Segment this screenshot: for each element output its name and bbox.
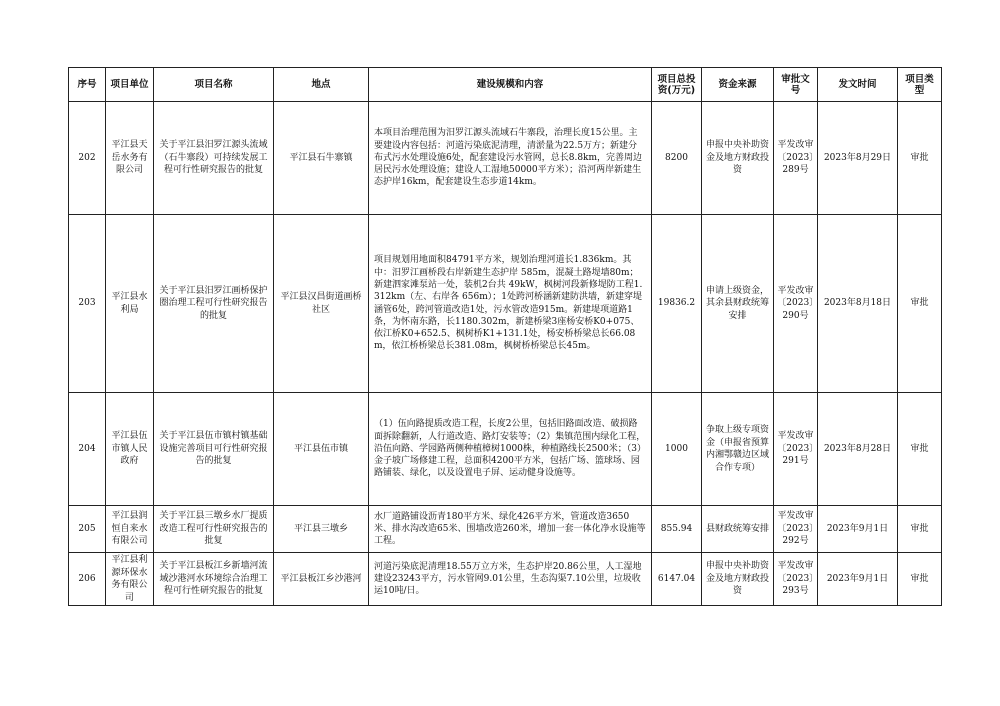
cell-seq: 204 bbox=[69, 393, 106, 506]
header-row bbox=[69, 68, 942, 102]
header-location: 地点 bbox=[274, 68, 369, 102]
cell-investment: 6147.04 bbox=[652, 553, 702, 606]
cell-location: 平江县汉昌街道画桥社区 bbox=[274, 215, 369, 393]
header-approval-no: 审批文号 bbox=[774, 68, 818, 102]
cell-date: 2023年9月1日 bbox=[818, 553, 898, 606]
cell-approval-no: 平发改审〔2023〕293号 bbox=[774, 553, 818, 606]
cell-name: 关于平江县板江乡新墙河流域沙港河水环境综合治理工程可行性研究报告的批复 bbox=[154, 553, 274, 606]
header-seq: 序号 bbox=[69, 68, 106, 102]
table-row bbox=[69, 506, 942, 553]
cell-type: 审批 bbox=[898, 215, 942, 393]
cell-content: 河道污染底泥清理18.55万立方米，生态护岸20.86公里，人工湿地建设23243平方，污水管网9.01公里，生态沟渠7.10公里，垃圾收运10吨/日。 bbox=[369, 553, 652, 606]
cell-funding: 申报中央补助资金及地方财政投资 bbox=[702, 553, 774, 606]
cell-content: （1）伍向路提质改造工程，长度2公里，包括旧路面改造、破损路面拆除翻新，人行道改造、路灯安装等；（2）集镇范围内绿化工程，沿伍向路、学园路两侧种植樟树1000株，种植路线长2500米；（3）金子坡广场修建工程，总面积4200平方米，包括广场、篮球场、园路铺装、绿化，以及设置电子屏、运动健身设施等。 bbox=[369, 393, 652, 506]
header-funding: 资金来源 bbox=[702, 68, 774, 102]
header-content: 建设规模和内容 bbox=[369, 68, 652, 102]
cell-unit: 平江县水利局 bbox=[106, 215, 154, 393]
header-name: 项目名称 bbox=[154, 68, 274, 102]
header-date: 发文时间 bbox=[818, 68, 898, 102]
cell-date: 2023年8月29日 bbox=[818, 102, 898, 215]
cell-name: 关于平江县三墩乡水厂提质改造工程可行性研究报告的批复 bbox=[154, 506, 274, 553]
cell-funding: 申报中央补助资金及地方财政投资 bbox=[702, 102, 774, 215]
cell-investment: 8200 bbox=[652, 102, 702, 215]
cell-location: 平江县伍市镇 bbox=[274, 393, 369, 506]
cell-seq: 203 bbox=[69, 215, 106, 393]
cell-content: 本项目治理范围为汨罗江源头流域石牛寨段，治理长度15公里。主要建设内容包括：河道污染底泥清理，清淤量为22.5万方；新建分布式污水处理设施6处，配套建设污水管网，总长8.8km，完善周边居民污水处理设施；建设人工湿地50000平方米）；沿河两岸新建生态护岸16km，配套建设生态步道14km。 bbox=[369, 102, 652, 215]
cell-unit: 平江县利源环保水务有限公司 bbox=[106, 553, 154, 606]
cell-investment: 19836.2 bbox=[652, 215, 702, 393]
cell-investment: 855.94 bbox=[652, 506, 702, 553]
cell-funding: 申请上级资金，其余县财政统筹安排 bbox=[702, 215, 774, 393]
project-approval-table bbox=[68, 67, 942, 606]
cell-name: 关于平江县汨罗江画桥保护圈治理工程可行性研究报告的批复 bbox=[154, 215, 274, 393]
cell-date: 2023年8月28日 bbox=[818, 393, 898, 506]
cell-location: 平江县三墩乡 bbox=[274, 506, 369, 553]
cell-type: 审批 bbox=[898, 102, 942, 215]
cell-seq: 206 bbox=[69, 553, 106, 606]
cell-type: 审批 bbox=[898, 393, 942, 506]
cell-investment: 1000 bbox=[652, 393, 702, 506]
cell-location: 平江县石牛寨镇 bbox=[274, 102, 369, 215]
cell-content: 项目规划用地面积84791平方米，规划治理河道长1.836km。其中：汨罗江画桥段右岸新建生态护岸 585m，混凝土路堤墙80m；新建泗家滩泵站一处，装机2台共 49kW，枫树河段新修堤防工程1.312km（左、右岸各 656m）；1处跨河桥涵新建防洪墙，新建穿堤涵管6处，跨河管道改造1处，污水管改造915m。新建堤项道路1条，为怀南东路，长1180.302m，新建桥梁3座杨安桥K0+075、依江桥K0+652.5、枫树桥K1+131.1处，杨安桥桥梁总长66.08m，依江桥桥梁总长381.08m，枫树桥桥梁总长45m。 bbox=[369, 215, 652, 393]
cell-unit: 平江县润恒自来水有限公司 bbox=[106, 506, 154, 553]
table-row bbox=[69, 102, 942, 215]
cell-approval-no: 平发改审〔2023〕291号 bbox=[774, 393, 818, 506]
cell-funding: 县财政统筹安排 bbox=[702, 506, 774, 553]
approval-table-page bbox=[68, 67, 942, 606]
cell-seq: 202 bbox=[69, 102, 106, 215]
header-type: 项目类型 bbox=[898, 68, 942, 102]
header-unit: 项目单位 bbox=[106, 68, 154, 102]
header-investment: 项目总投资(万元) bbox=[652, 68, 702, 102]
cell-location: 平江县板江乡沙港河 bbox=[274, 553, 369, 606]
cell-date: 2023年9月1日 bbox=[818, 506, 898, 553]
cell-type: 审批 bbox=[898, 553, 942, 606]
cell-name: 关于平江县汨罗江源头流域（石牛寨段）可持续发展工程可行性研究报告的批复 bbox=[154, 102, 274, 215]
cell-name: 关于平江县伍市镇村镇基础设施完善项目可行性研究报告的批复 bbox=[154, 393, 274, 506]
cell-approval-no: 平发改审〔2023〕290号 bbox=[774, 215, 818, 393]
table-row bbox=[69, 215, 942, 393]
table-row bbox=[69, 393, 942, 506]
cell-approval-no: 平发改审〔2023〕292号 bbox=[774, 506, 818, 553]
cell-date: 2023年8月18日 bbox=[818, 215, 898, 393]
cell-seq: 205 bbox=[69, 506, 106, 553]
cell-funding: 争取上级专项资金（申报省预算内湘鄂赣边区域合作专项） bbox=[702, 393, 774, 506]
cell-type: 审批 bbox=[898, 506, 942, 553]
cell-content: 水厂道路铺设沥青180平方米、绿化426平方米，管道改造3650米、排水沟改造65米、围墙改造260米，增加一套一体化净水设施等工程。 bbox=[369, 506, 652, 553]
table-row bbox=[69, 553, 942, 606]
cell-unit: 平江县伍市镇人民政府 bbox=[106, 393, 154, 506]
cell-unit: 平江县天岳水务有限公司 bbox=[106, 102, 154, 215]
cell-approval-no: 平发改审〔2023〕289号 bbox=[774, 102, 818, 215]
